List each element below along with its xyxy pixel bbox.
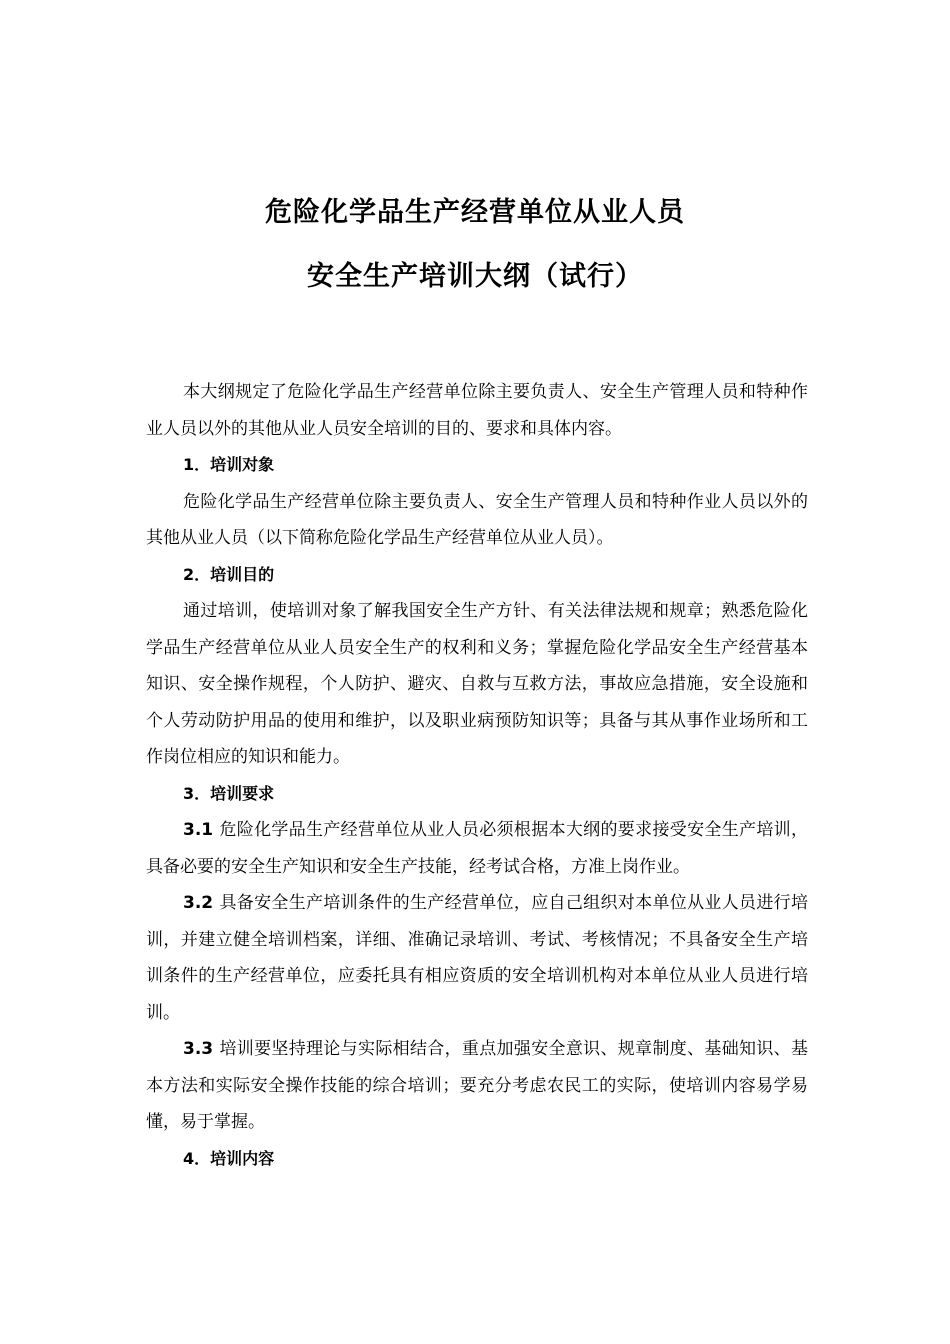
section-heading: 1．培训对象 — [183, 455, 275, 474]
section-heading: 4．培训内容 — [183, 1148, 275, 1168]
clause-text: 具备安全生产培训条件的生产经营单位，应自己组织对本单位从业人员进行培训，并建立健全培训档案，详细、准确记录培训、考试、考核情况；不具备安全生产培训条件的生产经营单位，应委托具有相应资质的安全培训机构对本单位从业人员进行培训。 — [146, 893, 808, 1023]
section-heading: 3．培训要求 — [183, 783, 275, 803]
section-paragraph: 危险化学品生产经营单位除主要负责人、安全生产管理人员和特种作业人员以外的其他从业人员（以下简称危险化学品生产经营单位从业人员）。 — [146, 491, 808, 548]
clause-text: 培训要坚持理论与实际相结合，重点加强安全意识、规章制度、基础知识、基本方法和实际安全操作技能的综合培训；要充分考虑农民工的实际，使培训内容易学易懂，易于掌握。 — [146, 1039, 808, 1132]
clause-paragraph — [146, 812, 808, 885]
clause-text: 危险化学品生产经营单位从业人员必须根据本大纲的要求接受安全生产培训，具备必要的安全生产知识和安全生产技能，经考试合格，方准上岗作业。 — [146, 820, 808, 877]
section-heading: 2．培训目的 — [183, 564, 275, 584]
clause-paragraph — [146, 1031, 808, 1141]
clause-paragraph — [146, 885, 808, 1031]
document-body — [146, 374, 808, 1177]
clause-number: 3.3 — [183, 1039, 214, 1059]
document-title-line-1: 危险化学品生产经营单位从业人员 — [265, 197, 685, 228]
clause-number: 3.2 — [183, 893, 214, 913]
clause-number: 3.1 — [183, 820, 214, 840]
intro-paragraph: 本大纲规定了危险化学品生产经营单位除主要负责人、安全生产管理人员和特种作业人员以外的其他从业人员安全培训的目的、要求和具体内容。 — [146, 382, 808, 439]
section-paragraph: 通过培训，使培训对象了解我国安全生产方针、有关法律法规和规章；熟悉危险化学品生产经营单位从业人员安全生产的权利和义务；掌握危险化学品安全生产经营基本知识、安全操作规程，个人防护、避灾、自救与互救方法，事故应急措施，安全设施和个人劳动防护用品的使用和维护，以及职业病预防知识等；具备与其从事作业场所和工作岗位相应的知识和能力。 — [146, 601, 808, 767]
document-title-line-2: 安全生产培训大纲（试行） — [307, 261, 643, 292]
